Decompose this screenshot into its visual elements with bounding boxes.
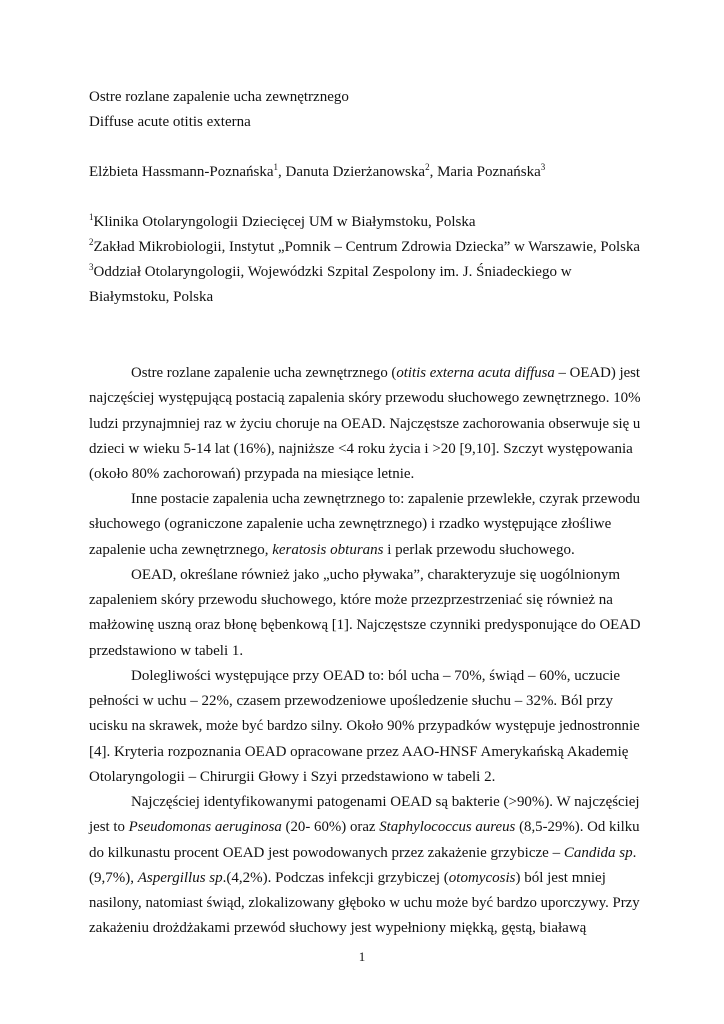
affiliation-3: $^3$Oddział Otolaryngologii, Wojewódzki Szpital Zespolony im. J. Śniadeckiego w: [89, 262, 572, 280]
paragraph-4-line: [4]. Kryteria rozpoznania OEAD opracowane przez AAO-HNSF Amerykańską Akademię: [89, 744, 629, 760]
author-sup: 2: [425, 162, 430, 172]
italic-term: otitis externa acuta diffusa: [396, 365, 555, 381]
paragraph-4-line: Dolegliwości występujące przy OEAD to: ból ucha – 70%, świąd – 60%, uczucie: [131, 668, 621, 684]
paragraph-5-line: Najczęściej identyfikowanymi patogenami OEAD są bakterie (>90%). W najczęściej: [131, 794, 640, 810]
affiliation-sup: 3: [89, 262, 94, 272]
paragraph-1-line: (około 80% zachorowań) przypada na miesiące letnie.: [89, 466, 415, 482]
paragraph-3-line: zapaleniem skóry przewodu słuchowego, które może przezprzestrzeniać się również na: [89, 592, 613, 608]
paragraph-3-line: małżowinę uszną oraz błonę bębenkową [1]. Najczęstsze czynniki predysponujące do OEAD: [89, 617, 641, 633]
italic-term: Pseudomonas aeruginosa: [128, 819, 282, 835]
paragraph-3-line: przedstawiono w tabeli 1.: [89, 643, 244, 659]
italic-term: Candida sp: [563, 845, 633, 861]
author-name: Elżbieta Hassmann-Poznańska: [89, 164, 274, 180]
title-polish: Ostre rozlane zapalenie ucha zewnętrznego: [89, 89, 349, 105]
author-name: Danuta Dzierżanowska: [285, 164, 426, 180]
title-english: Diffuse acute otitis externa: [89, 114, 251, 130]
paragraph-5-line: nasilony, natomiast świąd, zlokalizowany głęboko w uchu może być bardzo uporczywy. Przy: [89, 895, 640, 911]
paragraph-4-line: ucisku na skrawek, może być bardzo silny. Około 90% przypadków występuje jednostronnie: [89, 718, 640, 734]
italic-term: keratosis obturans: [272, 542, 384, 558]
paragraph-1-line: ludzi przynajmniej raz w życiu choruje na OEAD. Najczęstsze zachorowania obserwuje się u: [89, 416, 641, 432]
paragraph-5-line: jest to Pseudomonas aeruginosa (20- 60%) oraz Staphylococcus aureus (8,5-29%). Od kilku: [89, 819, 640, 835]
paragraph-5-line: zakażeniu drożdżakami przewód słuchowy jest wypełniony miękką, gęstą, białawą: [89, 920, 587, 936]
paragraph-5-line: (9,7%), Aspergillus sp.(4,2%). Podczas infekcji grzybiczej (otomycosis) ból jest mniej: [89, 870, 606, 886]
affiliation-sup: 1: [89, 212, 94, 222]
author-name: Maria Poznańska: [437, 164, 541, 180]
affiliation-sup: 2: [89, 237, 94, 247]
paragraph-2-line: zapalenie ucha zewnętrznego, keratosis obturans i perlak przewodu słuchowego.: [89, 542, 575, 558]
italic-term: Aspergillus sp: [137, 870, 223, 886]
affiliation-2: $^2$Zakład Mikrobiologii, Instytut „Pomnik – Centrum Zdrowia Dziecka” w Warszawie, Polska: [89, 237, 640, 255]
paragraph-5-line: do kilkunastu procent OEAD jest powodowanych przez zakażenie grzybicze – Candida sp.: [89, 845, 637, 861]
page-number: 1: [358, 949, 366, 964]
italic-term: otomycosis: [448, 870, 516, 886]
paragraph-2-line: Inne postacie zapalenia ucha zewnętrznego to: zapalenie przewlekłe, czyrak przewodu: [131, 491, 641, 507]
paragraph-1-line: dzieci w wieku 5-14 lat (16%), najniższe <4 roku życia i >20 [9,10]. Szczyt występowania: [89, 441, 633, 457]
paragraph-2-line: słuchowego (ograniczone zapalenie ucha zewnętrznego) i rzadko występujące złośliwe: [89, 516, 612, 532]
affiliation-3-cont: Białymstoku, Polska: [89, 289, 214, 305]
paragraph-4-line: Otolaryngologii – Chirurgii Głowy i Szyi przedstawiono w tabeli 2.: [89, 769, 496, 785]
paragraph-1-line: najczęściej występującą postacią zapalenia skóry przewodu słuchowego zewnętrznego. 10%: [89, 390, 641, 406]
affiliation-1: $^1$Klinika Otolaryngologii Dziecięcej UM w Białymstoku, Polska: [89, 212, 476, 230]
author-sup: 1: [273, 162, 279, 172]
paragraph-3-line: OEAD, określane również jako „ucho pływaka”, charakteryzuje się uogólnionym: [131, 567, 620, 583]
authors-line: Elżbieta Hassmann-Poznańska$^1$, Danuta Dzierżanowska$^2$, Maria Poznańska$^3$: [89, 162, 546, 180]
paragraph-4-line: pełności w uchu – 22%, czasem przewodzeniowe upośledzenie słuchu – 32%. Ból przy: [89, 693, 614, 709]
author-sup: 3: [540, 162, 546, 172]
italic-term: Staphylococcus aureus: [379, 819, 516, 835]
paragraph-1-line: Ostre rozlane zapalenie ucha zewnętrznego (otitis externa acuta diffusa – OEAD) jest: [131, 365, 641, 381]
